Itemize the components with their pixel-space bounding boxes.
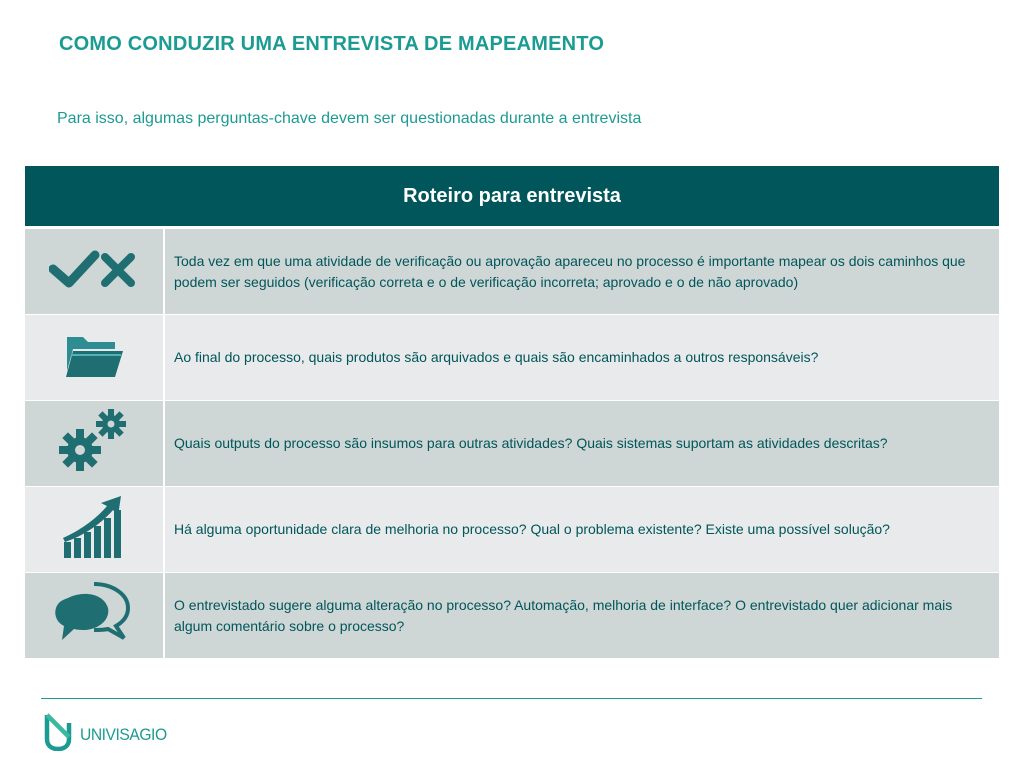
page-subtitle: Para isso, algumas perguntas-chave devem ser questionadas durante a entrevista (57, 110, 642, 127)
row-text: Toda vez em que uma atividade de verificação ou aprovação apareceu no processo é importante mapear os dois caminhos que podem ser seguidos (verificação correta e o de verificação incorreta; aprovado e o de não aprovado) (174, 252, 966, 290)
logo-mark-icon (44, 713, 72, 756)
footer-divider (41, 698, 982, 699)
row-text: O entrevistado sugere alguma alteração no processo? Automação, melhoria de interface? O entrevistado quer adicionar mais algum comentário sobre o processo? (174, 596, 953, 634)
row-text: Ao final do processo, quais produtos são arquivados e quais são encaminhados a outros responsáveis? (174, 349, 819, 365)
table-row (25, 226, 999, 314)
row-text: Quais outputs do processo são insumos para outras atividades? Quais sistemas suportam as atividades descritas? (174, 435, 888, 451)
table-row (25, 314, 999, 400)
page-title: COMO CONDUZIR UMA ENTREVISTA DE MAPEAMENTO (59, 33, 605, 55)
row-text: Há alguma oportunidade clara de melhoria no processo? Qual o problema existente? Existe uma possível solução? (174, 521, 890, 537)
interview-script-table (25, 166, 999, 658)
logo-text: UNIVISAGIO (80, 724, 167, 744)
table-header: Roteiro para entrevista (25, 166, 999, 226)
check-x-icon (49, 247, 139, 296)
growth-chart-icon (61, 494, 127, 565)
univisagio-logo (44, 713, 174, 756)
table-row (25, 572, 999, 658)
gears-icon (58, 408, 130, 479)
chat-bubbles-icon (54, 580, 134, 651)
table-row (25, 400, 999, 486)
table-row (25, 486, 999, 572)
folder-icon (63, 331, 125, 384)
